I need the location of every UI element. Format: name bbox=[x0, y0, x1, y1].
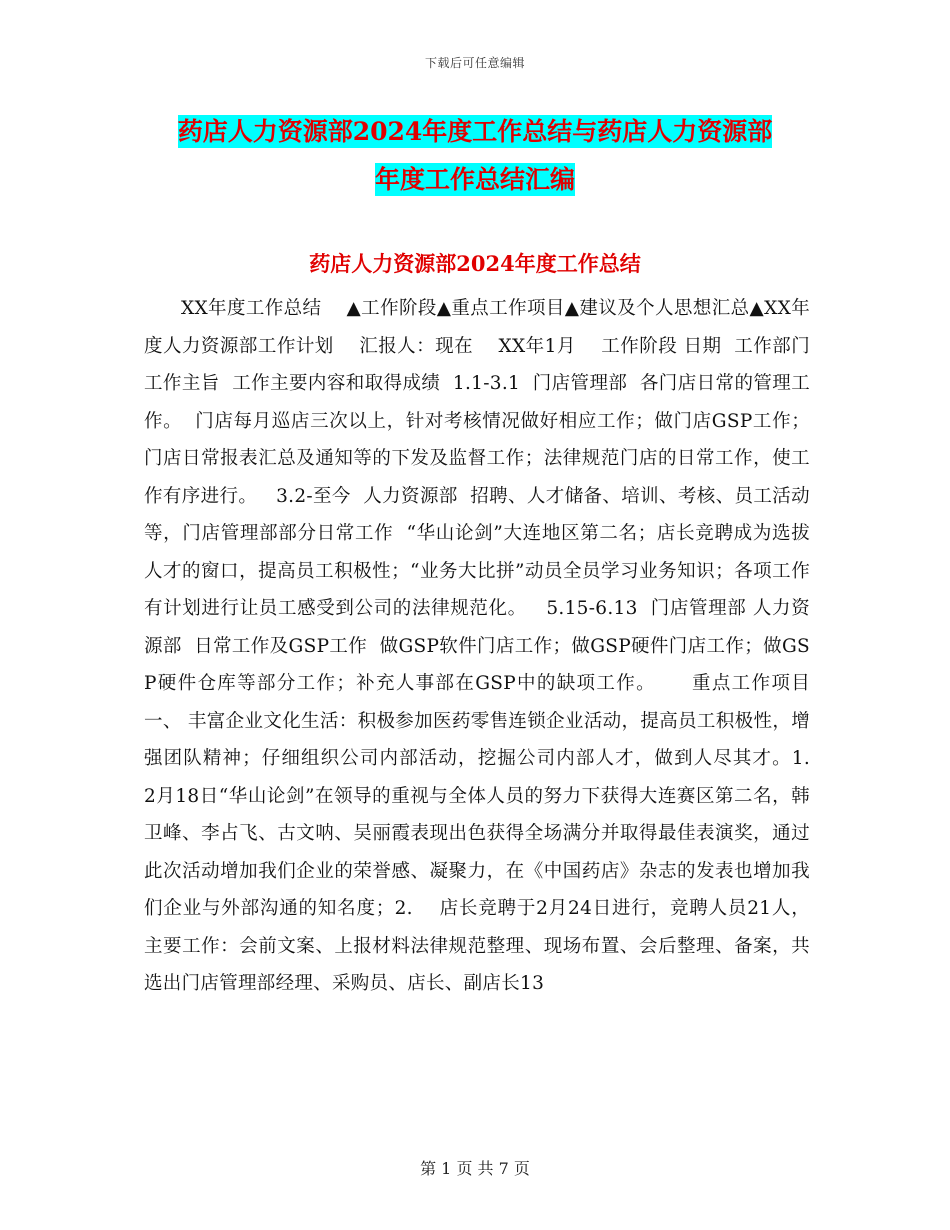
body-paragraph: XX年度工作总结 ▲工作阶段▲重点工作项目▲建议及个人思想汇总▲XX年度人力资源部工作计划 汇报人：现在 XX年1月 工作阶段 日期 工作部门 工作主旨 工作主要内容和取得成绩 1.1-3.1 门店管理部 各门店日常的管理工作。 门店每月巡店三次以上，针对考核情况做好相应工作；做门店GSP工作；门店日常报表汇总及通知等的下发及监督工作；法律规范门店的日常工作，使工作有序进行。 3.2-至今 人力资源部 招聘、人才储备、培训、考核、员工活动等，门店管理部部分日常工作 “华山论剑”大连地区第二名；店长竞聘成为选拔人才的窗口，提高员工积极性；“业务大比拼”动员全员学习业务知识；各项工作有计划进行让员工感受到公司的法律规范化。 5.15-6.13 门店管理部 人力资源部 日常工作及GSP工作 做GSP软件门店工作；做GSP硬件门店工作；做GSP硬件仓库等部分工作；补充人事部在GSP中的缺项工作。 重点工作项目一、 丰富企业文化生活：积极参加医药零售连锁企业活动，提高员工积极性，增强团队精神；仔细组织公司内部活动，挖掘公司内部人才，做到人尽其才。1. 2月18日“华山论剑”在领导的重视与全体人员的努力下获得大连赛区第二名，韩卫峰、李占飞、古文呐、吴丽霞表现出色获得全场满分并取得最佳表演奖，通过此次活动增加我们企业的荣誉感、凝聚力，在《中国药店》杂志的发表也增加我们企业与外部沟通的知名度；2. 店长竞聘于2月24日进行，竞聘人员21人，主要工作：会前文案、上报材料法律规范整理、现场布置、会后整理、备案，共选出门店管理部经理、采购员、店长、副店长13 bbox=[144, 298, 835, 994]
page-footer: 第 1 页 共 7 页 bbox=[420, 1159, 530, 1178]
section-title: 药店人力资源部2024年度工作总结 bbox=[309, 251, 641, 276]
main-title-line1: 药店人力资源部2024年度工作总结与药店人力资源部 bbox=[177, 117, 773, 146]
main-title bbox=[0, 108, 950, 204]
main-title-line2: 年度工作总结汇编 bbox=[374, 165, 575, 194]
header-note: 下载后可任意编辑 bbox=[424, 56, 525, 70]
